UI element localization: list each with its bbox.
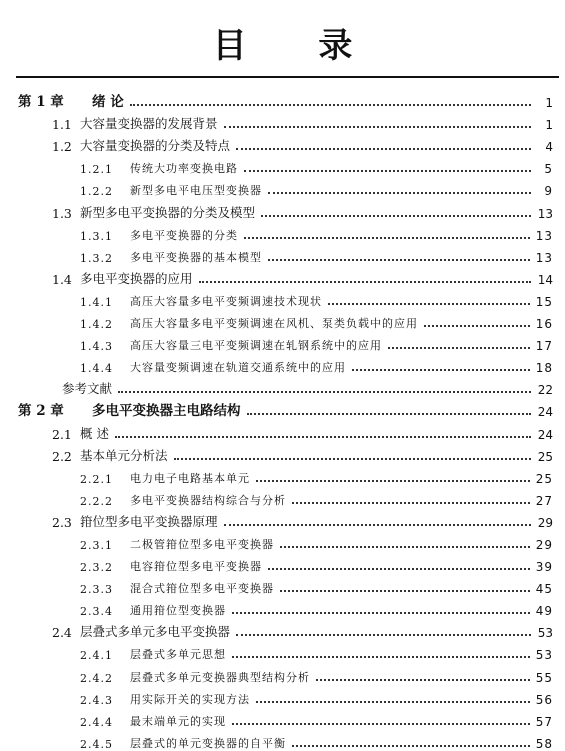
toc-entry-number: 1.3 xyxy=(52,205,72,221)
toc-entry-page: 18 xyxy=(535,361,553,376)
toc-entry[interactable] xyxy=(0,419,565,441)
toc-entry-page: 14 xyxy=(537,272,553,287)
dot-leader xyxy=(232,612,530,614)
toc-entry-title: 电力电子电路基本单元 xyxy=(130,471,250,485)
toc-entry-title: 大容量变换器的发展背景 xyxy=(80,116,218,132)
toc-entry-number: 1.3.1 xyxy=(80,229,113,243)
toc-entry-page: 16 xyxy=(535,317,553,332)
toc-entry-title: 最末端单元的实现 xyxy=(130,714,226,728)
toc-entry[interactable] xyxy=(0,552,565,574)
dot-leader xyxy=(424,325,530,327)
toc-entry-number: 第 1 章 xyxy=(18,94,64,111)
toc-entry-title: 多电平变换器结构综合与分析 xyxy=(130,493,286,507)
toc-entry-title: 大容量变频调速在轨道交通系统中的应用 xyxy=(130,361,346,375)
toc-entry-title: 传统大功率变换电路 xyxy=(130,162,238,176)
toc-entry-page: 25 xyxy=(537,449,553,464)
toc-entry-number: 2.4.3 xyxy=(80,693,113,707)
toc-entry-number: 1.3.2 xyxy=(80,251,113,265)
toc-entry-number: 1.4.2 xyxy=(80,318,113,332)
toc-entry[interactable] xyxy=(0,176,565,198)
toc-entry-title: 高压大容量三电平变频调速在轧钢系统中的应用 xyxy=(130,339,382,353)
toc-entry-title: 多电平变换器的基本模型 xyxy=(130,250,262,264)
toc-entry-page: 53 xyxy=(535,648,553,663)
dot-leader xyxy=(224,126,531,128)
dot-leader xyxy=(316,679,530,681)
dot-leader xyxy=(256,701,530,703)
toc-entry[interactable] xyxy=(0,331,565,353)
toc-entry[interactable] xyxy=(0,685,565,707)
toc-entry-page: 27 xyxy=(535,493,553,508)
toc-entry-title: 电容箝位型多电平变换器 xyxy=(130,560,262,574)
toc-entry-page: 9 xyxy=(544,184,553,199)
toc-entry-title: 二极管箝位型多电平变换器 xyxy=(130,537,274,551)
toc-entry-number: 2.3 xyxy=(52,514,72,530)
toc-entry-title: 参考文献 xyxy=(62,381,113,397)
toc-entry-page: 1 xyxy=(545,118,553,133)
toc-entry-page: 29 xyxy=(537,515,553,530)
dot-leader xyxy=(130,104,531,106)
toc-entry-page: 53 xyxy=(537,626,553,641)
toc-entry-number: 2.3.3 xyxy=(80,583,113,597)
dot-leader xyxy=(244,237,530,239)
dot-leader xyxy=(292,502,530,504)
dot-leader xyxy=(352,369,530,371)
toc-entry-page: 13 xyxy=(535,228,553,243)
toc-entry-page: 24 xyxy=(537,405,553,420)
toc-entry-page: 1 xyxy=(545,96,553,111)
toc-entry-page: 13 xyxy=(535,250,553,265)
toc-entry-title: 绪 论 xyxy=(92,94,124,111)
toc-entry[interactable] xyxy=(0,243,565,265)
toc-entry-page: 49 xyxy=(535,604,553,619)
toc-entry-number: 1.4 xyxy=(52,271,72,287)
toc-entry-number: 2.4.1 xyxy=(80,649,113,663)
dot-leader xyxy=(268,568,530,570)
dot-leader xyxy=(388,347,530,349)
toc-entry-title: 用实际开关的实现方法 xyxy=(130,692,250,706)
toc-entry[interactable] xyxy=(0,640,565,662)
toc-entry[interactable] xyxy=(0,508,565,530)
dot-leader xyxy=(174,458,531,460)
toc-entry-page: 57 xyxy=(535,714,553,729)
title-divider xyxy=(16,76,559,78)
toc-entry-title: 大容量变换器的分类及特点 xyxy=(80,138,231,154)
toc-entry-page: 29 xyxy=(535,537,553,552)
toc-entry-number: 2.3.4 xyxy=(80,605,113,619)
toc-entry-number: 1.1 xyxy=(52,117,72,133)
dot-leader xyxy=(236,148,531,150)
dot-leader xyxy=(268,259,530,261)
toc-entry-title: 基本单元分析法 xyxy=(80,447,168,463)
dot-leader xyxy=(256,480,530,482)
toc-entry-number: 1.4.4 xyxy=(80,362,113,376)
toc-entry-page: 58 xyxy=(535,736,553,751)
toc-entry-number: 1.2 xyxy=(52,139,72,155)
dot-leader xyxy=(280,590,530,592)
toc-entry-title: 新型多电平电压型变换器 xyxy=(130,184,262,198)
toc-entry-number: 第 2 章 xyxy=(18,403,64,420)
toc-entry-page: 15 xyxy=(535,294,553,309)
toc-entry[interactable] xyxy=(0,707,565,729)
toc-entry-number: 1.2.2 xyxy=(80,185,113,199)
dot-leader xyxy=(115,436,531,438)
dot-leader xyxy=(268,192,531,194)
toc-entry-page: 13 xyxy=(537,206,553,221)
dot-leader xyxy=(247,413,532,415)
toc-entry-page: 55 xyxy=(535,670,553,685)
toc-entry-number: 1.4.1 xyxy=(80,295,113,309)
dot-leader xyxy=(292,745,530,747)
dot-leader xyxy=(261,215,531,217)
toc-entry-number: 2.4 xyxy=(52,625,72,641)
toc-entry-number: 2.4.5 xyxy=(80,737,113,751)
dot-leader xyxy=(232,723,530,725)
toc-entry-title: 新型多电平变换器的分类及模型 xyxy=(80,204,256,220)
toc-entry[interactable] xyxy=(0,442,565,464)
toc-entry-title: 高压大容量多电平变频调速在风机、泵类负载中的应用 xyxy=(130,317,418,331)
dot-leader xyxy=(280,546,530,548)
toc-entry[interactable] xyxy=(0,530,565,552)
toc-entry-page: 22 xyxy=(537,383,553,398)
toc-entry-page: 17 xyxy=(535,339,553,354)
toc-entry[interactable] xyxy=(0,618,565,640)
toc-entry[interactable] xyxy=(0,397,565,419)
toc-entry[interactable] xyxy=(0,353,565,375)
toc-entry-title: 层叠式多单元变换器典型结构分析 xyxy=(130,670,310,684)
toc-entry-page: 56 xyxy=(535,692,553,707)
toc-entry-page: 39 xyxy=(535,560,553,575)
toc-entry-number: 2.4.4 xyxy=(80,715,113,729)
toc-entry-number: 2.2.2 xyxy=(80,494,113,508)
dot-leader xyxy=(244,170,531,172)
toc-entry-title: 通用箝位型变换器 xyxy=(130,604,226,618)
toc-entry-title: 概 述 xyxy=(80,425,109,441)
toc-entry-number: 2.3.1 xyxy=(80,538,113,552)
toc-entry-page: 4 xyxy=(545,140,553,155)
toc-entry-number: 2.3.2 xyxy=(80,561,113,575)
toc-entry[interactable] xyxy=(0,265,565,287)
dot-leader xyxy=(232,656,530,658)
toc-entry[interactable] xyxy=(0,662,565,684)
toc-entry-title: 高压大容量多电平变频调速技术现状 xyxy=(130,294,322,308)
toc-entry-title: 层叠式多单元思想 xyxy=(130,648,226,662)
toc-entry-title: 层叠式多单元多电平变换器 xyxy=(80,624,231,640)
page-title: 目 录 xyxy=(212,26,383,66)
toc-entry[interactable] xyxy=(0,309,565,331)
toc-entry-title: 混合式箝位型多电平变换器 xyxy=(130,582,274,596)
toc-entry[interactable] xyxy=(0,287,565,309)
toc-entry-number: 2.2.1 xyxy=(80,472,113,486)
dot-leader xyxy=(118,391,531,393)
dot-leader xyxy=(328,303,530,305)
toc-entry[interactable] xyxy=(0,729,565,751)
toc-entry-page: 24 xyxy=(537,427,553,442)
toc-entry-number: 1.4.3 xyxy=(80,340,113,354)
toc-entry-title: 箝位型多电平变换器原理 xyxy=(80,513,218,529)
toc-entry-title: 多电平变换器的应用 xyxy=(80,270,193,286)
toc-entry-number: 1.2.1 xyxy=(80,163,113,177)
toc-entry[interactable] xyxy=(0,132,565,154)
toc-entry[interactable] xyxy=(0,486,565,508)
dot-leader xyxy=(236,634,531,636)
toc-entry-title: 层叠式的单元变换器的自平衡 xyxy=(130,736,286,750)
toc-entry[interactable] xyxy=(0,464,565,486)
toc-entry[interactable] xyxy=(0,596,565,618)
toc-entry-number: 2.2 xyxy=(52,448,72,464)
table-of-contents xyxy=(0,88,565,751)
toc-entry[interactable] xyxy=(0,198,565,220)
toc-entry-page: 5 xyxy=(544,162,553,177)
toc-entry-number: 2.4.2 xyxy=(80,671,113,685)
toc-entry[interactable] xyxy=(0,110,565,132)
toc-entry[interactable] xyxy=(0,375,565,397)
toc-entry-page: 45 xyxy=(535,582,553,597)
toc-entry[interactable] xyxy=(0,154,565,176)
toc-entry[interactable] xyxy=(0,88,565,110)
toc-entry-page: 25 xyxy=(535,471,553,486)
dot-leader xyxy=(199,281,531,283)
dot-leader xyxy=(224,524,531,526)
toc-entry[interactable] xyxy=(0,221,565,243)
toc-entry-title: 多电平变换器主电路结构 xyxy=(92,403,241,420)
toc-entry-title: 多电平变换器的分类 xyxy=(130,228,238,242)
toc-entry[interactable] xyxy=(0,574,565,596)
toc-entry-number: 2.1 xyxy=(52,426,72,442)
